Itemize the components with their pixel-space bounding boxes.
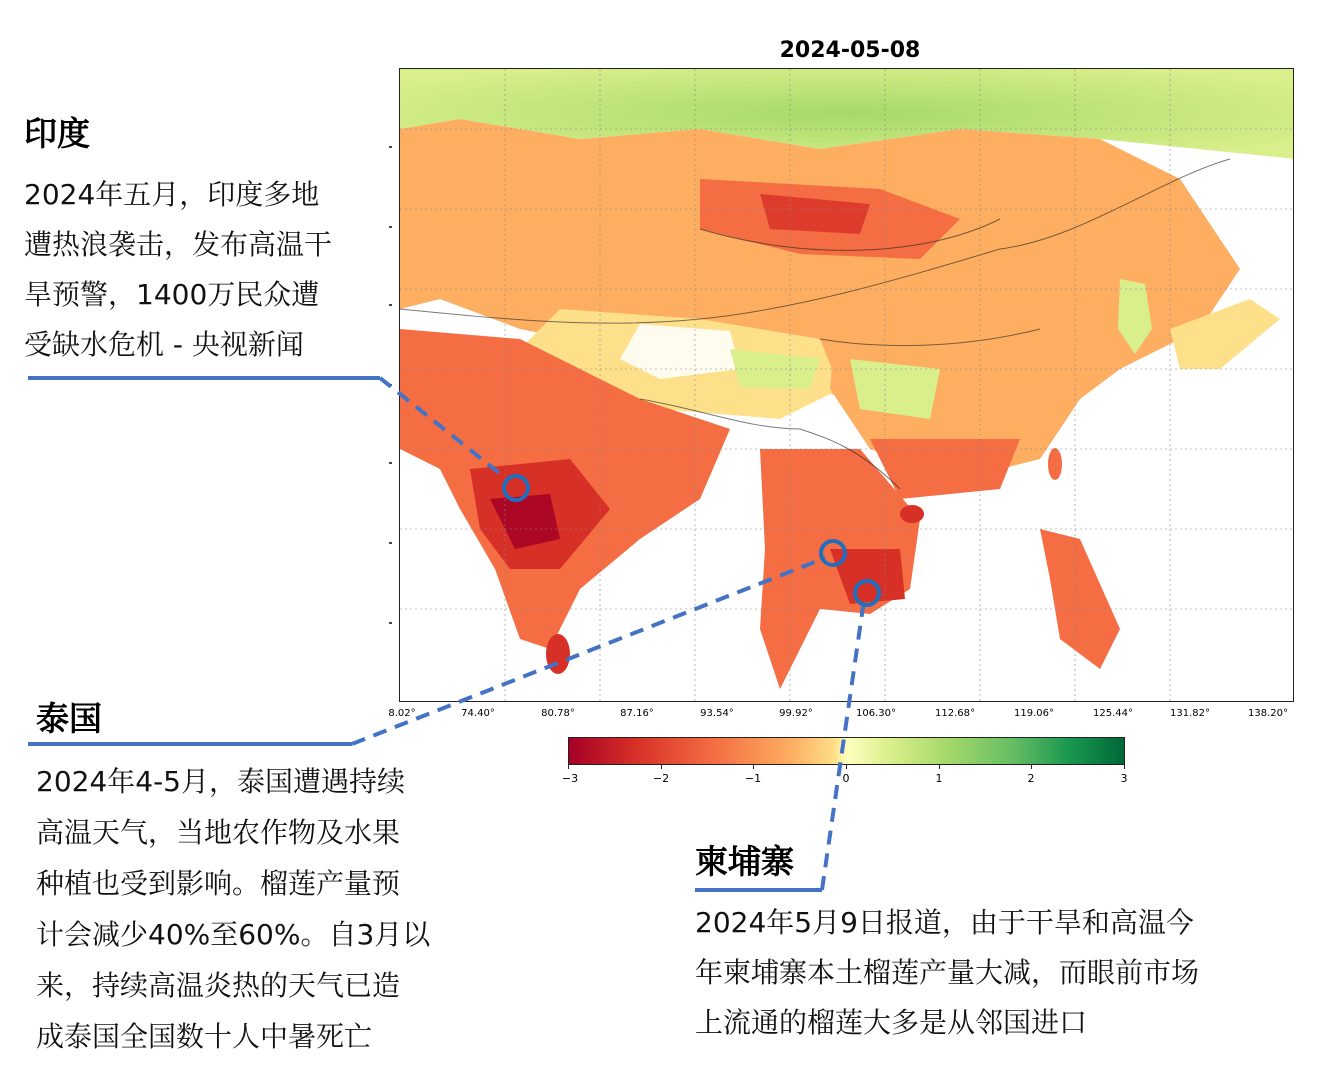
- lon-label: 93.54°: [700, 708, 734, 719]
- lat-tick: [389, 226, 392, 228]
- colorbar-tick: [939, 765, 940, 769]
- colorbar-tick: [753, 765, 754, 769]
- colorbar-tick: [1124, 765, 1125, 769]
- lon-label: 138.20°: [1248, 708, 1288, 719]
- india-line: 受缺水危机 - 央视新闻: [24, 328, 304, 361]
- lon-label: 106.30°: [856, 708, 896, 719]
- lon-label: 99.92°: [779, 708, 813, 719]
- colorbar-label: −1: [744, 772, 762, 785]
- india-line: 2024年五月，印度多地: [24, 178, 320, 211]
- lon-label: 131.82°: [1170, 708, 1210, 719]
- cambodia-text: [695, 898, 1315, 1048]
- lon-label: 74.40°: [461, 708, 495, 719]
- lat-tick: [389, 462, 392, 464]
- lon-label: 87.16°: [620, 708, 654, 719]
- india-text: [24, 170, 384, 370]
- anomaly-map: [400, 69, 1294, 702]
- colorbar-label: 2: [1027, 772, 1035, 785]
- colorbar-label: 1: [935, 772, 943, 785]
- colorbar-tick: [568, 765, 569, 769]
- thailand-text: [36, 756, 506, 1062]
- lat-tick: [389, 622, 392, 624]
- cambodia-heading: 柬埔寨: [695, 842, 794, 881]
- india-line: 遭热浪袭击，发布高温干: [24, 228, 333, 261]
- lon-label: 112.68°: [935, 708, 975, 719]
- thailand-line: 计会减少40%至60%。自3月以: [36, 918, 431, 951]
- thailand-line: 种植也受到影响。榴莲产量预: [36, 867, 401, 900]
- sri-lanka: [546, 634, 570, 674]
- lon-label: 119.06°: [1014, 708, 1054, 719]
- colorbar: [568, 737, 1125, 765]
- longitude-axis: [0, 708, 1324, 728]
- colorbar-tick: [1031, 765, 1032, 769]
- hainan: [900, 505, 924, 523]
- taiwan: [1048, 448, 1062, 480]
- colorbar-label: 3: [1120, 772, 1128, 785]
- thailand-heading: 泰国: [36, 699, 102, 738]
- india-line: 旱预警，1400万民众遭: [24, 278, 320, 311]
- colorbar-tick: [846, 765, 847, 769]
- lat-tick: [389, 304, 392, 306]
- india-heading: 印度: [24, 114, 90, 153]
- thailand-line: 高温天气，当地农作物及水果: [36, 816, 401, 849]
- lat-tick: [389, 146, 392, 148]
- colorbar-label: 0: [842, 772, 850, 785]
- lat-tick: [389, 542, 392, 544]
- thailand-line: 2024年4-5月，泰国遭遇持续: [36, 765, 405, 798]
- cambodia-line: 上流通的榴莲大多是从邻国进口: [695, 1006, 1088, 1039]
- map-panel[interactable]: [399, 68, 1294, 702]
- thailand-line: 来，持续高温炎热的天气已造: [36, 969, 401, 1002]
- lat-tick: [389, 384, 392, 386]
- colorbar-tick: [661, 765, 662, 769]
- map-title: 2024-05-08: [779, 38, 921, 63]
- cambodia-line: 年柬埔寨本土榴莲产量大减，而眼前市场: [695, 956, 1200, 989]
- lon-label: 80.78°: [541, 708, 575, 719]
- colorbar-label: −3: [561, 772, 579, 785]
- lon-label: 8.02°: [388, 708, 416, 719]
- thailand-line: 成泰国全国数十人中暑死亡: [36, 1020, 373, 1053]
- cambodia-line: 2024年5月9日报道，由于干旱和高温今: [695, 906, 1194, 939]
- colorbar-label: −2: [652, 772, 670, 785]
- lon-label: 125.44°: [1093, 708, 1133, 719]
